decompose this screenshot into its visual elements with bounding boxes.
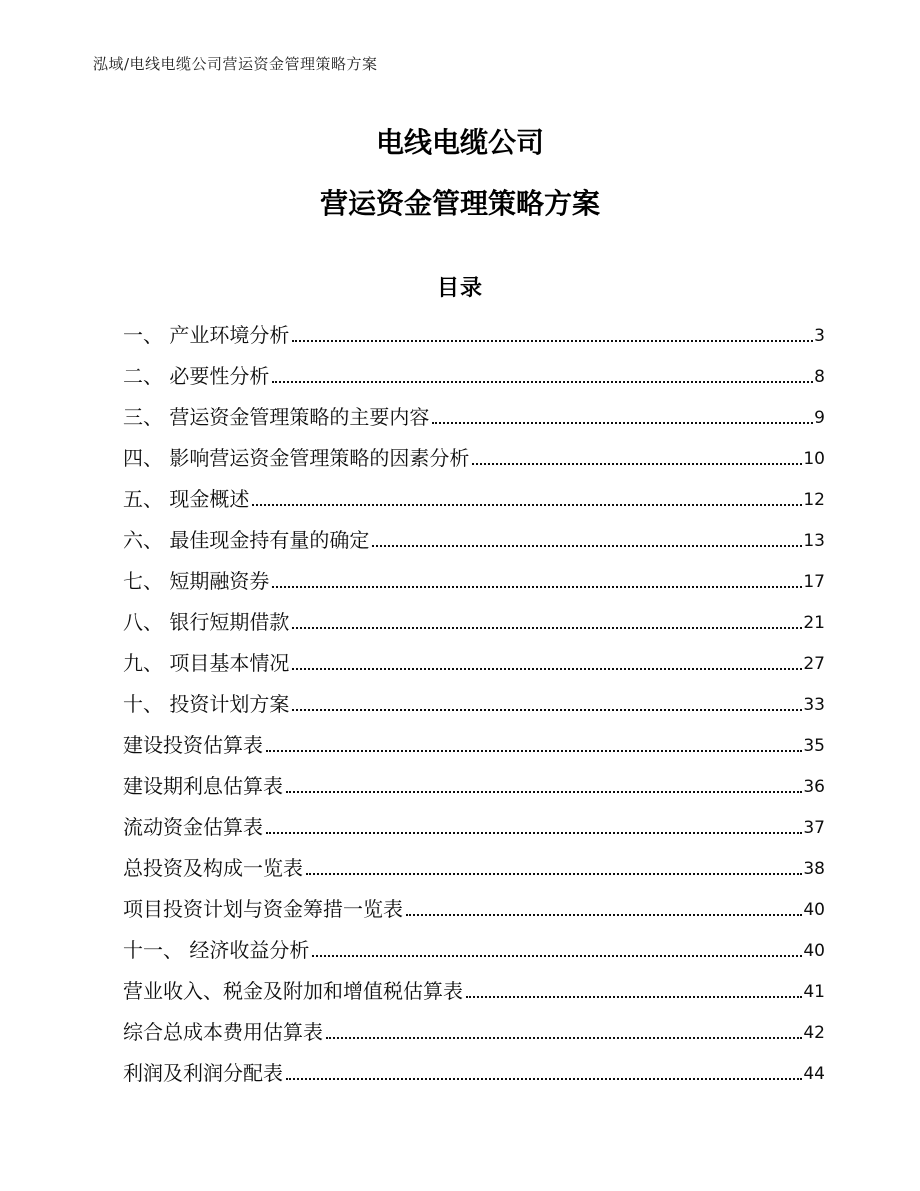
toc-entry-label: 营业收入、税金及附加和增值税估算表 <box>123 979 463 1003</box>
toc-leader-dots <box>286 791 802 793</box>
toc-entry-label: 四、 影响营运资金管理策略的因素分析 <box>123 446 470 470</box>
toc-entry-label: 建设期利息估算表 <box>123 774 283 798</box>
toc-entry-page: 8 <box>814 367 825 387</box>
toc-entry[interactable] <box>123 428 825 469</box>
toc-entry-page: 13 <box>803 531 825 551</box>
toc-leader-dots <box>266 750 802 752</box>
toc-entry[interactable] <box>123 346 825 387</box>
toc-entry-label: 九、 项目基本情况 <box>123 651 290 675</box>
toc-entry[interactable] <box>123 838 825 879</box>
toc-heading: 目录 <box>436 275 483 301</box>
toc-leader-dots <box>286 1078 802 1080</box>
toc-entry-label: 五、 现金概述 <box>123 487 250 511</box>
document-title-line1: 电线电缆公司 <box>375 126 544 159</box>
toc-leader-dots <box>292 627 802 629</box>
toc-entry[interactable] <box>123 510 825 551</box>
toc-leader-dots <box>272 586 802 588</box>
toc-leader-dots <box>466 996 802 998</box>
toc-leader-dots <box>272 381 813 383</box>
toc-entry-label: 总投资及构成一览表 <box>123 856 303 880</box>
toc-entry-page: 36 <box>803 777 825 797</box>
toc-entry[interactable] <box>123 920 825 961</box>
toc-entry-label: 三、 营运资金管理策略的主要内容 <box>123 405 430 429</box>
toc-leader-dots <box>372 545 802 547</box>
toc-entry-label: 六、 最佳现金持有量的确定 <box>123 528 370 552</box>
toc-entry[interactable] <box>123 756 825 797</box>
toc-entry-label: 一、 产业环境分析 <box>123 323 290 347</box>
toc-entry-page: 3 <box>814 326 825 346</box>
toc-entry-page: 37 <box>803 818 825 838</box>
toc-entry-page: 12 <box>803 490 825 510</box>
toc-entry-page: 40 <box>803 900 825 920</box>
document-title-line2: 营运资金管理策略方案 <box>319 187 600 220</box>
toc-leader-dots <box>306 873 802 875</box>
toc-entry-label: 七、 短期融资券 <box>123 569 270 593</box>
toc-entry-page: 27 <box>803 654 825 674</box>
toc-entry[interactable] <box>123 305 825 346</box>
toc-entry-label: 利润及利润分配表 <box>123 1061 283 1085</box>
toc-entry[interactable] <box>123 797 825 838</box>
toc-entry-page: 40 <box>803 941 825 961</box>
toc-entry[interactable] <box>123 961 825 1002</box>
toc-entry[interactable] <box>123 674 825 715</box>
toc-entry-page: 44 <box>803 1064 825 1084</box>
toc-entry-page: 41 <box>803 982 825 1002</box>
toc-leader-dots <box>406 914 802 916</box>
toc-leader-dots <box>292 668 802 670</box>
toc-leader-dots <box>472 463 802 465</box>
toc-entry[interactable] <box>123 715 825 756</box>
toc-entry-label: 二、 必要性分析 <box>123 364 270 388</box>
toc-entry[interactable] <box>123 633 825 674</box>
toc-entry-page: 21 <box>803 613 825 633</box>
toc-leader-dots <box>252 504 802 506</box>
toc-entry-page: 38 <box>803 859 825 879</box>
toc-entry[interactable] <box>123 592 825 633</box>
toc-entry-label: 十一、 经济收益分析 <box>123 938 310 962</box>
toc-entry[interactable] <box>123 1043 825 1084</box>
toc-entry-label: 八、 银行短期借款 <box>123 610 290 634</box>
toc-entry-page: 17 <box>803 572 825 592</box>
toc-leader-dots <box>292 340 813 342</box>
toc-leader-dots <box>432 422 813 424</box>
toc-entry[interactable] <box>123 469 825 510</box>
toc-entry[interactable] <box>123 879 825 920</box>
toc-entry[interactable] <box>123 387 825 428</box>
toc-entry-label: 综合总成本费用估算表 <box>123 1020 323 1044</box>
toc-entry[interactable] <box>123 1002 825 1043</box>
toc-entry-label: 流动资金估算表 <box>123 815 263 839</box>
page-running-header: 泓域/电线电缆公司营运资金管理策略方案 <box>93 55 378 73</box>
toc-entry-page: 35 <box>803 736 825 756</box>
toc-entry-page: 42 <box>803 1023 825 1043</box>
toc-list <box>123 305 825 1084</box>
toc-leader-dots <box>266 832 802 834</box>
toc-entry-page: 33 <box>803 695 825 715</box>
toc-leader-dots <box>312 955 802 957</box>
toc-leader-dots <box>292 709 802 711</box>
toc-entry-page: 10 <box>803 449 825 469</box>
toc-entry[interactable] <box>123 551 825 592</box>
toc-entry-label: 项目投资计划与资金筹措一览表 <box>123 897 403 921</box>
toc-entry-page: 9 <box>814 408 825 428</box>
toc-entry-label: 建设投资估算表 <box>123 733 263 757</box>
toc-entry-label: 十、 投资计划方案 <box>123 692 290 716</box>
toc-leader-dots <box>326 1037 802 1039</box>
